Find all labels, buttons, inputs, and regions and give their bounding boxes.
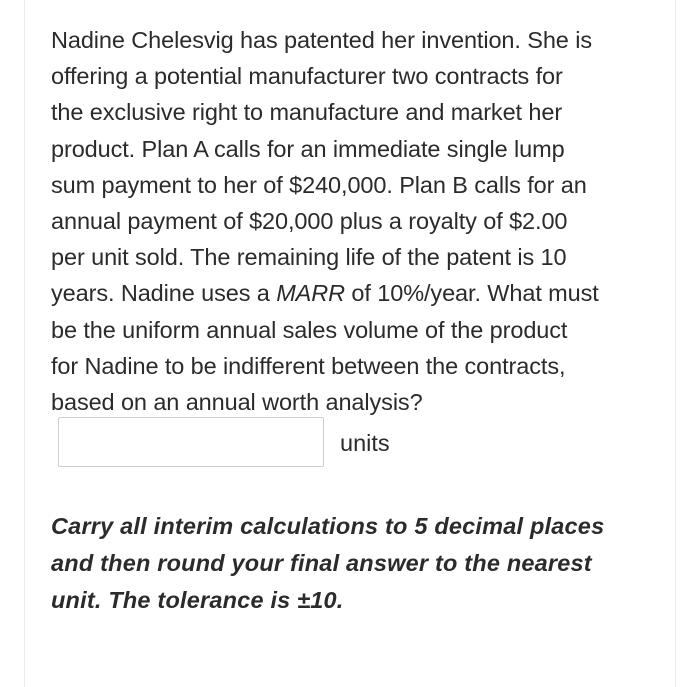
question-line: product. Plan A calls for an immediate single lump [51,135,565,162]
question-line: sum payment to her of $240,000. Plan B calls for an [51,171,587,198]
marr-term: MARR [276,280,345,307]
question-text [51,22,651,420]
unit-label: units [340,430,390,456]
instructions-line: Carry all interim calculations to 5 decimal places [51,513,605,539]
instructions-line: unit. The tolerance is ±10. [51,587,344,613]
question-line: be the uniform annual sales volume of the product [51,316,568,343]
answer-row [58,417,390,469]
instructions-text [51,508,661,619]
question-line: annual payment of $20,000 plus a royalty of $2.00 [51,208,568,235]
question-line: years. Nadine uses a [51,280,277,307]
question-line: based on an annual worth analysis? [51,389,423,416]
question-line: for Nadine to be indifferent between the contracts, [51,352,566,379]
answer-input[interactable] [58,417,324,467]
question-line: per unit sold. The remaining life of the patent is 10 [51,244,567,271]
question-line: the exclusive right to manufacture and market her [51,99,563,126]
question-line: offering a potential manufacturer two contracts for [51,63,563,90]
question-line: of 10%/year. What must [345,280,599,307]
instructions-line: and then round your final answer to the nearest [51,550,592,576]
question-line: Nadine Chelesvig has patented her invention. She is [51,27,592,53]
